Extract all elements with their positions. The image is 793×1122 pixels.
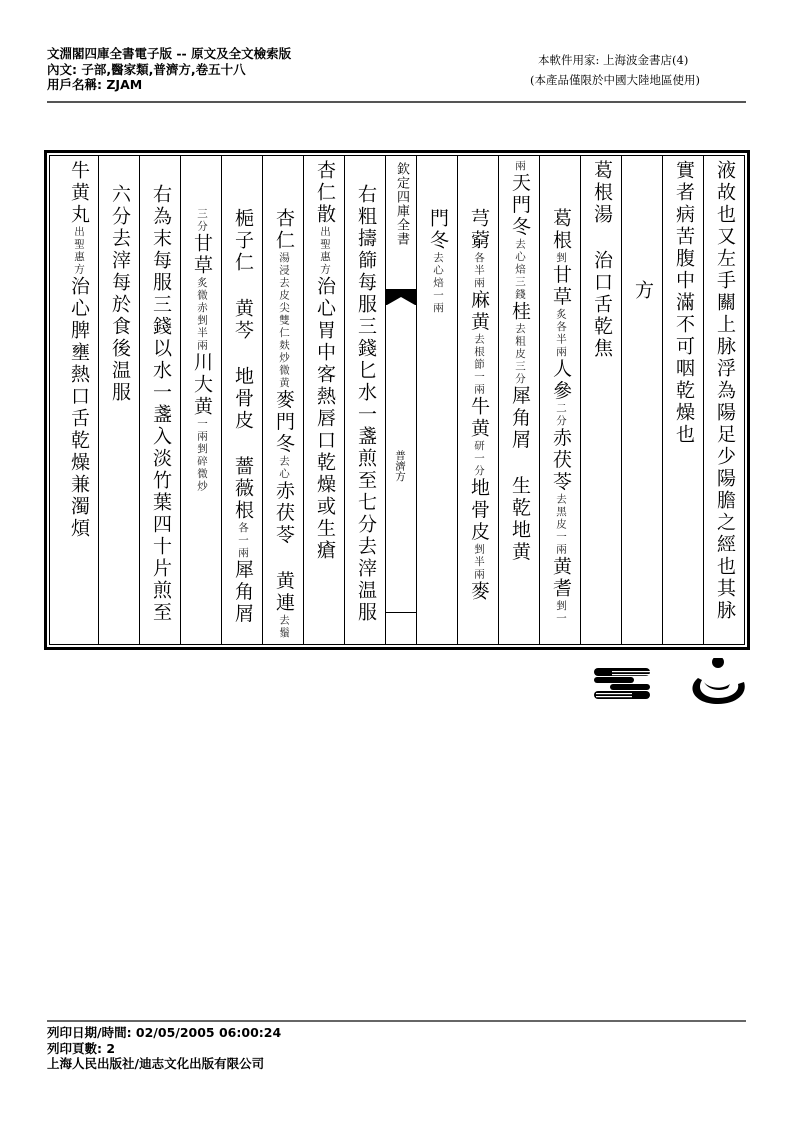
spacer	[561, 160, 562, 208]
text-column	[416, 156, 457, 644]
column-text	[99, 160, 139, 644]
annotation-text: 兩	[514, 160, 526, 173]
annotation-text: 剉	[555, 252, 567, 265]
print-pages: 列印頁數: 2	[47, 1040, 116, 1056]
annotation-text: 去根節一兩	[473, 333, 485, 396]
text-column	[139, 156, 180, 644]
spacer	[120, 160, 121, 184]
main-text: 地骨皮	[468, 477, 490, 544]
page-frame	[44, 150, 750, 650]
main-text: 赤茯苓	[550, 427, 572, 494]
main-text: 犀角屑	[232, 559, 254, 626]
main-text: 赤茯苓	[273, 480, 295, 547]
main-text: 麻黄	[468, 289, 490, 334]
column-text	[704, 160, 744, 644]
text-column	[662, 156, 703, 644]
annotation-text: 各半兩	[473, 252, 485, 290]
spacer	[520, 452, 521, 476]
content-path: 內文: 子部,醫家類,普濟方,卷五十八	[47, 61, 246, 77]
text-column	[498, 156, 539, 644]
annotation-text: 各一兩	[237, 522, 249, 560]
collection-title: 欽定四庫全書	[394, 162, 409, 246]
annotation-text: 去黑皮一兩	[555, 493, 567, 556]
licensee: 本軟件用家: 上海波金書店(4)	[538, 53, 689, 67]
annotation-text: 研一分	[473, 440, 485, 478]
spacer	[479, 160, 480, 208]
column-text	[57, 160, 98, 644]
main-text: 生乾地黄	[509, 475, 531, 564]
main-text: 治心胃中客熱唇口乾燥或生瘡	[314, 276, 336, 562]
column-text	[345, 160, 385, 644]
annotation-text: 出聖惠方	[319, 226, 331, 276]
main-text: 杏仁	[273, 208, 295, 252]
book-title: 普濟方	[394, 450, 406, 482]
main-text: 甘草	[191, 233, 213, 277]
column-text	[263, 160, 303, 644]
text-column	[621, 156, 662, 644]
header-divider	[47, 101, 746, 103]
annotation-text: 炙各半兩	[555, 308, 567, 359]
spacer	[243, 160, 244, 208]
main-text: 治心脾壅熱口舌乾燥兼濁煩	[68, 276, 90, 540]
print-datetime: 列印日期/時間: 02/05/2005 06:00:24	[47, 1025, 282, 1040]
annotation-text: 去心焙一兩	[432, 252, 444, 315]
text-column	[98, 156, 139, 644]
center-divider	[386, 612, 416, 613]
region-notice: (本產品僅限於中國大陸地區使用)	[530, 73, 700, 87]
spacer	[243, 432, 244, 456]
main-text: 人參	[550, 358, 572, 403]
main-text: 天門冬	[509, 172, 531, 239]
annotation-text: 二分	[555, 402, 567, 428]
username: 用戶名稱: ZJAM	[47, 77, 143, 92]
annotation-text: 去心	[278, 455, 290, 481]
column-text	[304, 160, 344, 644]
main-text: 川大黄	[191, 352, 213, 418]
main-text: 右為末每服三錢以水一盞入淡竹葉四十片煎至	[150, 184, 172, 624]
spacer	[438, 160, 439, 208]
main-text: 地骨皮	[232, 366, 254, 432]
publisher-logo-icon	[590, 658, 760, 708]
column-text	[622, 160, 662, 644]
spacer	[284, 160, 285, 208]
annotation-text: 剉半兩	[473, 543, 485, 581]
text-column	[580, 156, 621, 644]
main-text: 治口舌乾焦	[591, 250, 613, 360]
column-text	[581, 160, 621, 644]
spacer	[243, 342, 244, 366]
annotation-text: 湯浸去皮尖雙仁麸炒微黄	[278, 252, 290, 390]
main-text: 甘草	[550, 264, 572, 309]
main-text: 黄耆	[550, 556, 572, 600]
footer	[47, 1025, 547, 1072]
annotation-text: 去鬚	[278, 614, 290, 640]
header-right	[530, 50, 760, 90]
main-text: 門冬	[427, 208, 449, 252]
spacer	[243, 274, 244, 298]
spacer	[366, 160, 367, 184]
column-text	[140, 160, 180, 644]
main-text: 六分去滓每於食後温服	[109, 184, 131, 404]
text-column	[539, 156, 580, 644]
text-column	[180, 156, 221, 644]
footer-divider	[47, 1020, 746, 1022]
annotation-text: 炙微赤剉半兩	[196, 277, 208, 352]
text-column	[57, 156, 98, 644]
main-text: 黄連	[273, 570, 295, 615]
column-text	[181, 160, 221, 644]
text-column	[221, 156, 262, 644]
text-column	[262, 156, 303, 644]
main-text: 葛根	[550, 208, 572, 252]
main-text: 芎藭	[468, 208, 490, 252]
column-text	[222, 160, 262, 644]
annotation-text: 剉一	[555, 600, 567, 625]
text-column	[344, 156, 385, 644]
main-text: 桂	[509, 301, 531, 323]
main-text: 杏仁散	[314, 160, 336, 226]
main-text: 梔子仁	[232, 208, 254, 274]
spacer	[284, 547, 285, 571]
annotation-text: 去粗皮三分	[514, 323, 526, 386]
main-text: 實者病苦腹中滿不可咽乾燥也	[673, 160, 695, 446]
main-text: 黄芩	[232, 298, 254, 342]
center-fold-column	[385, 156, 416, 644]
text-columns	[49, 155, 745, 645]
column-text	[663, 160, 703, 644]
text-column	[457, 156, 498, 644]
main-text: 牛黄丸	[68, 160, 90, 226]
column-text	[458, 160, 498, 644]
annotation-text: 一兩剉碎微炒	[196, 418, 208, 493]
main-text: 牛黄	[468, 396, 490, 440]
main-text: 薔薇根	[232, 456, 254, 522]
spacer	[161, 160, 162, 184]
annotation-text: 去心焙三錢	[514, 238, 526, 301]
main-text: 麥門冬	[273, 389, 295, 456]
main-text: 葛根湯	[591, 160, 613, 226]
text-column	[303, 156, 344, 644]
spacer	[602, 226, 603, 250]
spacer	[643, 160, 644, 280]
main-text: 右粗擣篩每服三錢匕水一盞煎至七分去滓温服	[355, 184, 377, 624]
column-text	[417, 160, 457, 644]
annotation-text: 出聖惠方	[73, 226, 85, 276]
column-text	[540, 160, 580, 644]
fishtail-mark-icon	[386, 289, 416, 305]
app-title: 文淵閣四庫全書電子版 -- 原文及全文檢索版	[47, 46, 292, 61]
main-text: 液故也又左手關上脉浮為陽足少陽膽之經也其脉	[714, 160, 736, 622]
main-text: 犀角屑	[509, 385, 531, 452]
column-text	[499, 160, 539, 644]
text-column	[703, 156, 744, 644]
publisher: 上海人民出版社/迪志文化出版有限公司	[47, 1056, 265, 1071]
header-left	[47, 46, 447, 93]
annotation-text: 三分	[196, 208, 208, 233]
main-text: 方	[632, 280, 654, 302]
spacer	[202, 160, 203, 208]
main-text: 麥	[468, 581, 490, 603]
